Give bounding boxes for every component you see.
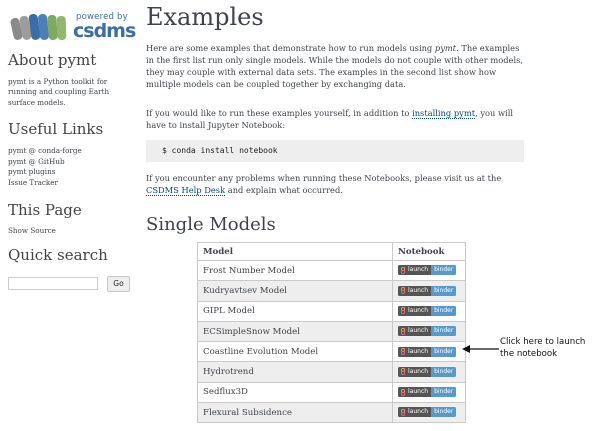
quick-search-heading: Quick search (8, 246, 108, 264)
install-paragraph (146, 107, 526, 131)
this-page-heading: This Page (8, 201, 82, 219)
badge-launch-part (398, 286, 431, 296)
sidebar (8, 8, 136, 288)
table-row (198, 281, 466, 301)
column-header-model: Model (198, 243, 393, 261)
table-row (198, 382, 466, 402)
table-row (198, 403, 466, 423)
list-item (8, 167, 82, 178)
badge-binder-label: binder (431, 326, 456, 336)
model-name: Kudryavtsev Model (198, 281, 393, 301)
table-row (198, 301, 466, 321)
search-input[interactable] (8, 277, 98, 290)
badge-launch-label: launch (408, 286, 429, 294)
badge-launch-label: launch (408, 327, 429, 335)
model-name: Sedflux3D (198, 382, 393, 402)
model-name: Coastline Evolution Model (198, 342, 393, 362)
launch-binder-button[interactable] (398, 265, 456, 275)
code-block: $ conda install notebook (146, 140, 524, 162)
launch-binder-button[interactable] (398, 367, 456, 377)
table-row (198, 261, 466, 281)
intro-text-start: Here are some examples that demonstrate how to run models using (146, 43, 435, 53)
launch-binder-button[interactable] (398, 347, 456, 357)
badge-launch-label: launch (408, 388, 429, 396)
csdms-logo[interactable] (8, 8, 136, 44)
install-text-start: If you would like to run these examples yourself, in addition to (146, 108, 413, 118)
column-header-notebook: Notebook (393, 243, 466, 261)
badge-binder-label: binder (431, 306, 456, 316)
launch-binder-button[interactable] (398, 286, 456, 296)
binder-logo-icon (400, 409, 406, 416)
list-item (8, 157, 82, 168)
notebook-cell (393, 342, 466, 362)
list-item (8, 178, 82, 189)
about-heading: About pymt (8, 51, 97, 69)
notebook-cell (393, 362, 466, 382)
model-name: GIPL Model (198, 301, 393, 321)
logo-powered-by: powered by (76, 12, 128, 22)
intro-pymt-emphasis: pymt (434, 43, 457, 53)
badge-launch-label: launch (408, 347, 429, 355)
badge-launch-part (398, 265, 431, 275)
badge-launch-part (398, 367, 431, 377)
badge-binder-label: binder (431, 407, 456, 417)
launch-binder-button[interactable] (398, 326, 456, 336)
binder-logo-icon (400, 368, 406, 375)
install-text-end: , you will have to install Jupyter Notebook: (146, 108, 514, 130)
installing-pymt-link[interactable]: installing pymt (412, 108, 476, 118)
badge-binder-label: binder (431, 387, 456, 397)
table-header-row (198, 243, 466, 261)
badge-binder-label: binder (431, 347, 456, 357)
badge-launch-label: launch (408, 266, 429, 274)
annotation-arrow-icon (462, 344, 500, 354)
list-item (8, 146, 82, 157)
intro-text-end: . The examples in the first list run only single models. While the models do not couple with other models, they may couple with external data sets. The examples in the second list show how multiple models can be coupled together by exchanging data. (146, 43, 523, 89)
useful-links-list (8, 146, 82, 188)
notebook-cell (393, 301, 466, 321)
help-paragraph (146, 172, 526, 196)
about-text: pymt is a Python toolkit for running and coupling Earth surface models. (8, 77, 110, 107)
table-row (198, 321, 466, 341)
single-models-heading: Single Models (146, 214, 276, 235)
launch-binder-button[interactable] (398, 306, 456, 316)
model-name: Frost Number Model (198, 261, 393, 281)
logo-name: csdms (73, 20, 136, 42)
link-conda-forge[interactable]: pymt @ conda-forge (8, 146, 82, 155)
badge-binder-label: binder (431, 286, 456, 296)
badge-launch-part (398, 387, 431, 397)
model-name: Flexural Subsidence (198, 403, 393, 423)
launch-binder-button[interactable] (398, 407, 456, 417)
binder-logo-icon (400, 307, 406, 314)
table-body (198, 261, 466, 423)
annotation-text: Click here to launch the notebook (500, 337, 586, 359)
notebook-cell (393, 321, 466, 341)
badge-launch-part (398, 306, 431, 316)
binder-logo-icon (400, 328, 406, 335)
badge-binder-label: binder (431, 265, 456, 275)
link-github[interactable]: pymt @ GitHub (8, 156, 65, 166)
notebook-cell (393, 281, 466, 301)
search-go-button[interactable]: Go (107, 276, 130, 292)
binder-logo-icon (400, 287, 406, 294)
badge-launch-label: launch (408, 408, 429, 416)
notebook-cell (393, 261, 466, 281)
badge-launch-label: launch (408, 306, 429, 314)
intro-paragraph (146, 42, 526, 90)
notebook-cell (393, 403, 466, 423)
launch-binder-button[interactable] (398, 387, 456, 397)
csdms-logo-icon (10, 12, 76, 42)
page-title: Examples (146, 3, 264, 31)
model-name: Hydrotrend (198, 362, 393, 382)
show-source-link[interactable]: Show Source (8, 226, 56, 235)
link-plugins[interactable]: pymt plugins (8, 167, 56, 176)
model-name: ECSimpleSnow Model (198, 321, 393, 341)
badge-launch-part (398, 347, 431, 357)
single-models-table (197, 242, 466, 423)
badge-launch-part (398, 407, 431, 417)
link-issue-tracker[interactable]: Issue Tracker (8, 177, 58, 187)
help-text-end: and explain what occurred. (225, 185, 343, 195)
binder-logo-icon (400, 267, 406, 274)
help-text-start: If you encounter any problems when running these Notebooks, please visit us at the (146, 173, 502, 183)
table-row (198, 362, 466, 382)
binder-logo-icon (400, 348, 406, 355)
notebook-cell (393, 382, 466, 402)
help-desk-link[interactable]: CSDMS Help Desk (146, 185, 226, 195)
badge-binder-label: binder (431, 367, 456, 377)
table-row (198, 342, 466, 362)
badge-launch-label: launch (408, 367, 429, 375)
useful-links-heading: Useful Links (8, 120, 104, 138)
binder-logo-icon (400, 389, 406, 396)
badge-launch-part (398, 326, 431, 336)
